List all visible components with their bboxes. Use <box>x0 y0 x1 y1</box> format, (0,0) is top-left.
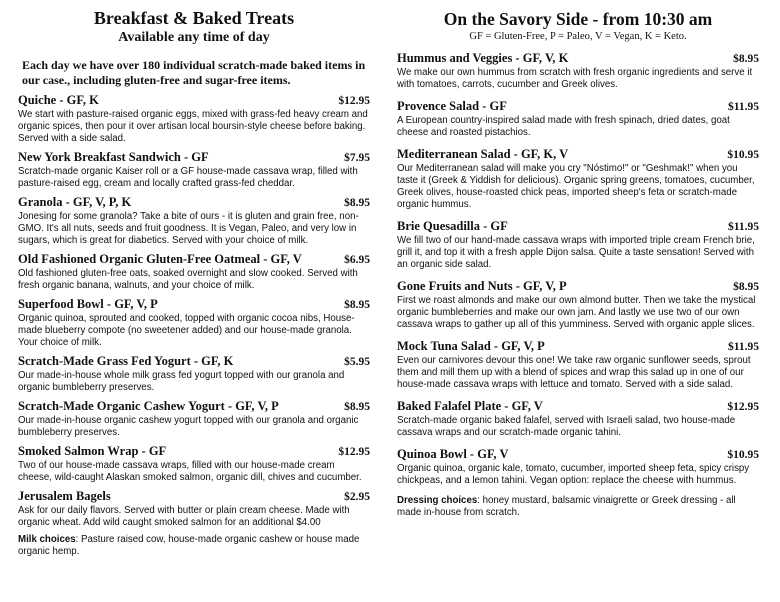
menu-item <box>18 195 370 247</box>
menu-item-name: Mediterranean Salad - GF, K, V <box>397 147 569 162</box>
menu-item-description: A European country-inspired salad made with fresh spinach, dried dates, goat cheese and roasted pistachios. <box>397 115 730 139</box>
menu-item-description: Even our carnivores devour this one! We take raw organic sunflower seeds, sprout them and mill them up with a blend of spices and wrap this salad up in one of our house-made cassava wraps with lettuce and tomato. Served with a side salad. <box>397 355 751 391</box>
menu-item <box>18 444 370 484</box>
menu-item-price: $11.95 <box>728 341 759 354</box>
menu-item-description: Old fashioned gluten-free oats, soaked overnight and slow cooked. Served with fresh organic banana, walnuts, and your choice of milk. <box>18 267 358 291</box>
menu-item <box>397 279 759 331</box>
menu-item-header <box>397 219 759 234</box>
menu-item-description: We make our own hummus from scratch with fresh organic ingredients and serve it with tomatoes, carrots, cucumber and Greek olives. <box>397 67 753 91</box>
menu-item-price: $8.95 <box>344 400 370 413</box>
menu-item-name: Scratch-Made Organic Cashew Yogurt - GF, V, P <box>18 398 279 413</box>
menu-item <box>18 93 370 145</box>
breakfast-items <box>18 93 370 529</box>
breakfast-intro: Each day we have over 180 individual scratch-made baked items in our case., including gluten-free and sugar-free items. <box>22 57 366 87</box>
menu-item-header <box>18 354 370 369</box>
menu-item-header <box>18 399 370 414</box>
dressing-choices-text: : honey mustard, balsamic vinaigrette or Greek dressing - all made in-house from scratch. <box>397 495 736 519</box>
menu-item-price: $6.95 <box>344 253 370 266</box>
menu-item <box>18 399 370 439</box>
menu-item-header <box>18 150 370 165</box>
menu-item <box>18 297 370 349</box>
menu-item-header <box>18 195 370 210</box>
menu-item-name: Brie Quesadilla - GF <box>397 219 508 234</box>
menu-item-description: Organic quinoa, sprouted and cooked, topped with organic cocoa nibs, House-made blueberry compote (no sweetener added) and our house-made granola. Your choice of milk. <box>18 312 355 348</box>
menu-item-price: $10.95 <box>727 149 759 162</box>
savory-column <box>397 0 759 519</box>
menu-item-name: Old Fashioned Organic Gluten-Free Oatmeal - GF, V <box>18 251 302 266</box>
menu-item-description: Our Mediterranean salad will make you cry "Nóstimo!" or "Geshmak!" when you taste it (Greek & Yiddish for delicious). Organic spring greens, tomatoes, cucumber, Greek olives, house-roasted chick peas, imported sheep's feta or scratch-made organic hummus. <box>397 163 755 211</box>
menu-item-description: Scratch-made organic Kaiser roll or a GF house-made cassava wrap, filled with pasture-raised egg, cream and locally crafted grass-fed cheddar. <box>18 165 358 189</box>
menu-item-description: First we roast almonds and make our own almond butter. Then we take the mystical organic bumbleberries and make our own jam. And lastly we use two of our own cassava wraps to gather up all of this yumminess. Served with organic apple slices. <box>397 295 756 331</box>
menu-item-price: $8.95 <box>344 298 370 311</box>
menu-item-name: Jerusalem Bagels <box>18 488 111 503</box>
menu-item-name: Smoked Salmon Wrap - GF <box>18 443 167 458</box>
menu-item-description: Scratch-made organic baked falafel, served with Israeli salad, two house-made cassava wraps and our scratch-made organic tahini. <box>397 415 736 439</box>
dressing-choices-label: Dressing choices <box>397 495 478 507</box>
menu-item-description: Our made-in-house whole milk grass fed yogurt topped with our granola and organic bumbleberry preserves. <box>18 369 345 393</box>
menu-item-description: We start with pasture-raised organic eggs, mixed with grass-fed heavy cream and organic spices, then pour it over artisan local boursin-style cheese before baking. Served with a side salad. <box>18 108 368 144</box>
menu-item-header <box>397 399 759 414</box>
menu-item-description: Organic quinoa, organic kale, tomato, cucumber, imported sheep feta, spicy crispy chickpeas, and a lemon tahini. Vegan option: replace the cheese with hummus. <box>397 463 750 487</box>
menu-item-price: $12.95 <box>727 401 759 414</box>
menu-item <box>397 51 759 91</box>
menu-item-price: $8.95 <box>733 53 759 66</box>
menu-item-header <box>397 447 759 462</box>
savory-items <box>397 51 759 487</box>
menu-item-price: $8.95 <box>344 196 370 209</box>
menu-item <box>18 354 370 394</box>
menu-item-price: $5.95 <box>344 355 370 368</box>
menu-item-description: Ask for our daily flavors. Served with butter or plain cream cheese. Made with organic wheat. Add wild caught smoked salmon for an additional $4.00 <box>18 504 350 528</box>
menu-item-price: $11.95 <box>728 221 759 234</box>
dressing-choices-note <box>397 495 759 519</box>
breakfast-subtitle: Available any time of day <box>118 29 270 45</box>
menu-item <box>18 150 370 190</box>
menu-item-price: $2.95 <box>344 490 370 503</box>
menu-item-name: Hummus and Veggies - GF, V, K <box>397 51 569 66</box>
menu-item <box>397 399 759 439</box>
menu-item-header <box>397 147 759 162</box>
menu-item-price: $12.95 <box>338 445 370 458</box>
breakfast-title: Breakfast & Baked Treats <box>93 8 295 28</box>
menu-item <box>18 489 370 529</box>
menu-item-name: Baked Falafel Plate - GF, V <box>397 399 543 414</box>
breakfast-column <box>18 0 370 558</box>
menu-item-name: Scratch-Made Grass Fed Yogurt - GF, K <box>18 353 234 368</box>
menu-item <box>397 99 759 139</box>
menu-item-header <box>397 339 759 354</box>
menu-item-header <box>18 93 370 108</box>
menu-item-description: Jonesing for some granola? Take a bite of ours - it is gluten and grain free, non-GMO. It's all nuts, seeds and fruit goodness. It is Vegan, Paleo, and very low in sugars, which is great for diabetics. Served with your choice of milk. <box>18 210 359 246</box>
menu-item-header <box>397 51 759 66</box>
menu-item <box>397 147 759 211</box>
milk-choices-label: Milk choices <box>18 533 76 545</box>
menu-item <box>397 447 759 487</box>
menu-item-price: $11.95 <box>728 101 759 114</box>
menu-item-description: We fill two of our hand-made cassava wraps with imported triple cream French brie, grill it, and top it with a fresh apple Dijon salsa. Quite a taste sensation! Served with an organic side salad. <box>397 235 755 271</box>
menu-item-header <box>18 297 370 312</box>
menu-item-price: $10.95 <box>727 449 759 462</box>
diet-legend: GF = Gluten-Free, P = Paleo, V = Vegan, K = Keto. <box>469 31 687 43</box>
menu-item-name: Provence Salad - GF <box>397 99 507 114</box>
menu-item <box>397 339 759 391</box>
menu-item-name: New York Breakfast Sandwich - GF <box>18 149 209 164</box>
savory-title: On the Savory Side - from 10:30 am <box>443 9 713 29</box>
menu-item-description: Our made-in-house organic cashew yogurt topped with our granola and organic bumbleberry preserves. <box>18 414 359 438</box>
menu-item-name: Superfood Bowl - GF, V, P <box>18 296 158 311</box>
menu-item-name: Granola - GF, V, P, K <box>18 194 132 209</box>
menu-item-header <box>18 444 370 459</box>
menu-item-name: Gone Fruits and Nuts - GF, V, P <box>397 279 567 294</box>
menu-item-price: $12.95 <box>338 94 370 107</box>
menu-item-name: Quinoa Bowl - GF, V <box>397 447 509 462</box>
menu-item <box>397 219 759 271</box>
menu-item-price: $8.95 <box>733 281 759 294</box>
menu-item-header <box>397 99 759 114</box>
menu-item-name: Mock Tuna Salad - GF, V, P <box>397 339 545 354</box>
menu-item-header <box>18 252 370 267</box>
menu-item <box>18 252 370 292</box>
milk-choices-note <box>18 534 370 558</box>
milk-choices-text: : Pasture raised cow, house-made organic cashew or house made organic hemp. <box>18 533 360 557</box>
menu-item-header <box>18 489 370 504</box>
menu-item-price: $7.95 <box>344 151 370 164</box>
menu-item-description: Two of our house-made cassava wraps, filled with our house-made cream cheese, wild-caught Alaskan smoked salmon, organic dill, chives and cucumber. <box>18 459 362 483</box>
menu-item-header <box>397 279 759 294</box>
menu-item-name: Quiche - GF, K <box>18 92 99 107</box>
